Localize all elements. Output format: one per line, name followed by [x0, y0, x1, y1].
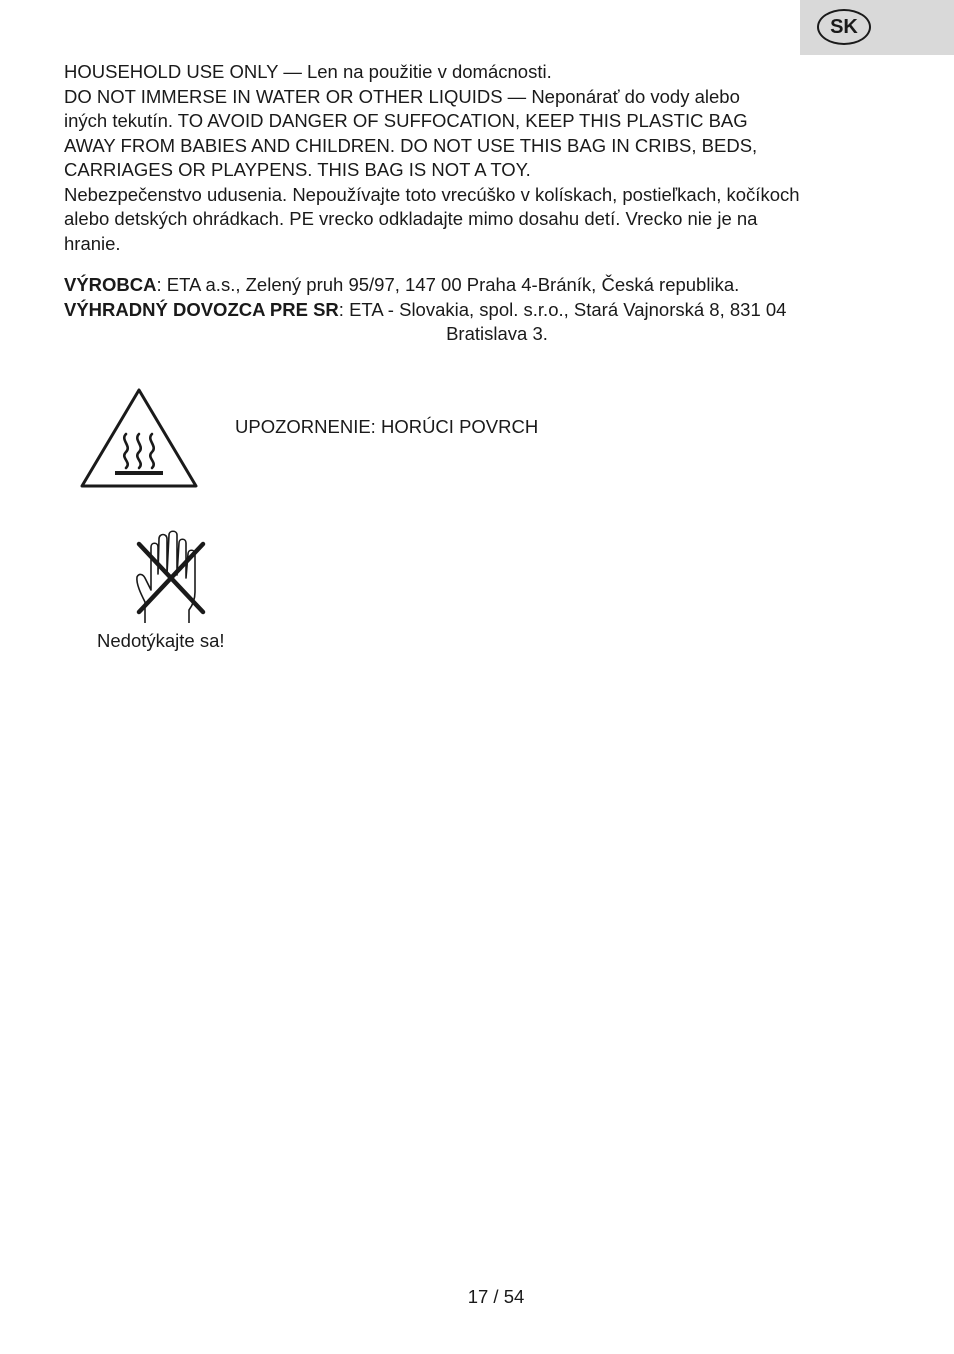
- importer-city: Bratislava 3.: [446, 323, 548, 344]
- manufacturer-info: [64, 273, 894, 347]
- hot-surface-warning-icon: [78, 386, 200, 495]
- warning-line: iných tekutín. TO AVOID DANGER OF SUFFOCATION, KEEP THIS PLASTIC BAG: [64, 110, 748, 131]
- warning-line: HOUSEHOLD USE ONLY — Len na použitie v domácnosti.: [64, 61, 552, 82]
- manufacturer-line: [64, 273, 894, 298]
- importer-line: [64, 298, 894, 323]
- manufacturer-label: VÝROBCA: [64, 274, 157, 295]
- warning-line: Nebezpečenstvo udusenia. Nepoužívajte toto vrecúško v kolískach, postieľkach, kočíkoch: [64, 183, 800, 205]
- language-tab: [800, 0, 954, 55]
- warning-line: alebo detských ohrádkach. PE vrecko odkladajte mimo dosahu detí. Vrecko nie je na: [64, 208, 758, 229]
- importer-text: : ETA - Slovakia, spol. s.r.o., Stará Vajnorská 8, 831 04: [338, 298, 787, 320]
- warning-line: CARRIAGES OR PLAYPENS. THIS BAG IS NOT A TOY.: [64, 159, 531, 180]
- warning-line: DO NOT IMMERSE IN WATER OR OTHER LIQUIDS — Neponárať do vody alebo: [64, 85, 740, 107]
- do-not-touch-hand-icon: [132, 530, 210, 631]
- safety-warnings: [64, 60, 894, 256]
- importer-label: VÝHRADNÝ DOVOZCA PRE SR: [64, 298, 339, 320]
- warning-line: hranie.: [64, 232, 121, 254]
- page-number: 17 / 54: [467, 1286, 525, 1307]
- language-badge: SK: [817, 9, 871, 45]
- warning-line: AWAY FROM BABIES AND CHILDREN. DO NOT USE THIS BAG IN CRIBS, BEDS,: [64, 134, 758, 156]
- hot-surface-caption: UPOZORNENIE: HORÚCI POVRCH: [235, 416, 539, 437]
- manufacturer-text: : ETA a.s., Zelený pruh 95/97, 147 00 Praha 4-Bráník, Česká republika.: [156, 274, 740, 295]
- no-touch-caption: Nedotýkajte sa!: [97, 630, 225, 651]
